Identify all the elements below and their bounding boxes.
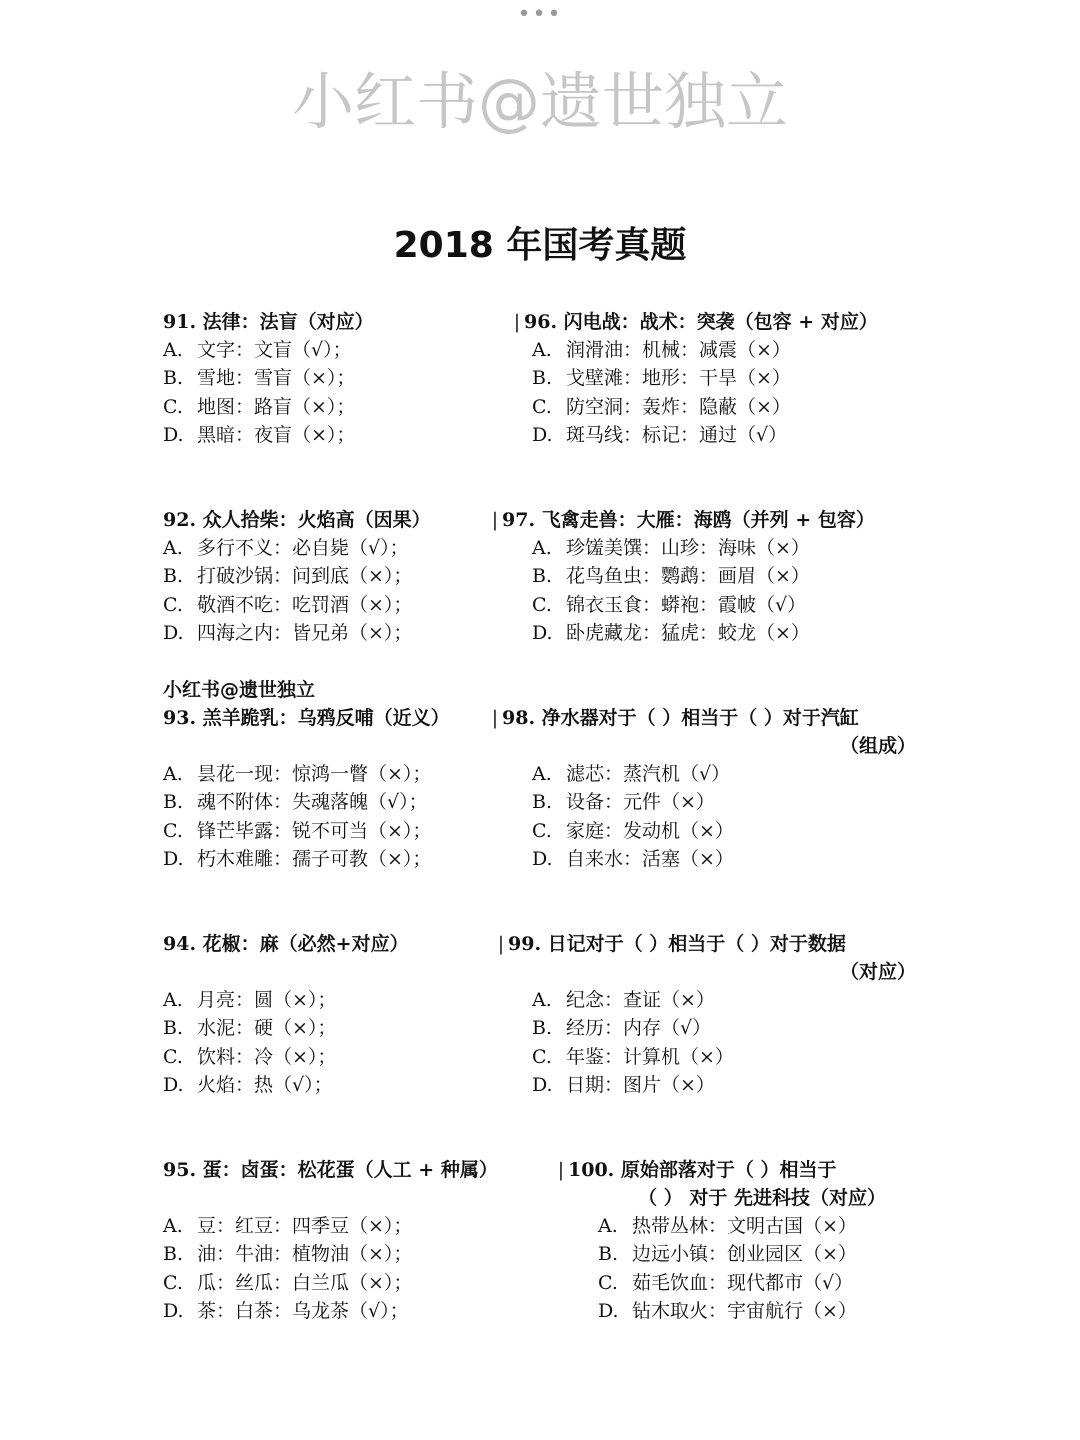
option: A. 润滑油：机械：减震（×） xyxy=(532,339,791,361)
option: A. 多行不义：必自毙（√）； xyxy=(163,537,409,559)
column-separator: | xyxy=(491,707,499,729)
option: C. 锋芒毕露：锐不可当（×）； xyxy=(163,819,432,842)
option: B. 雪地：雪盲（×）； xyxy=(163,367,356,390)
option: A. 昙花一现：惊鸿一瞥（×）； xyxy=(163,763,432,785)
question-head: | 98. 净水器对于（ ）相当于（ ）对于汽缸 xyxy=(488,704,916,732)
question-95 xyxy=(163,1156,498,1326)
question-head-continued: （组成） xyxy=(839,735,916,757)
option: A. 月亮：圆（×）； xyxy=(163,989,337,1011)
question-91 xyxy=(163,308,374,450)
option: B. 打破沙锅：问到底（×）； xyxy=(163,565,413,588)
option: D. 卧虎藏龙：猛虎：蛟龙（×） xyxy=(532,622,810,645)
column-separator: | xyxy=(557,1159,565,1181)
option: D. 钻木取火：宇宙航行（×） xyxy=(598,1300,857,1323)
option: D. 黑暗：夜盲（×）； xyxy=(163,424,356,447)
option: D. 火焰：热（√）； xyxy=(163,1074,333,1097)
option: D. 自来水：活塞（×） xyxy=(532,848,734,871)
option: B. 设备：元件（×） xyxy=(532,791,715,814)
question-head: 92. 众人拾柴：火焰高（因果） xyxy=(163,509,431,531)
option: B. 边远小镇：创业园区（×） xyxy=(598,1243,857,1266)
option: C. 敬酒不吃：吃罚酒（×）； xyxy=(163,593,413,616)
question-92 xyxy=(163,506,431,648)
question-head: 94. 花椒：麻（必然+对应） xyxy=(163,933,409,955)
question-head: 91. 法律：法盲（对应） xyxy=(163,311,374,333)
option: B. 油：牛油：植物油（×）； xyxy=(163,1243,413,1266)
option: C. 防空洞：轰炸：隐蔽（×） xyxy=(532,395,791,418)
option: C. 年鉴：计算机（×） xyxy=(532,1045,734,1068)
option: A. 珍馐美馔：山珍：海味（×） xyxy=(532,537,810,559)
option: D. 日期：图片（×） xyxy=(532,1074,715,1097)
question-99 xyxy=(494,930,916,1100)
column-separator: | xyxy=(513,311,521,333)
option: A. 豆：红豆：四季豆（×）； xyxy=(163,1215,413,1237)
option: C. 茹毛饮血：现代都市（√） xyxy=(598,1271,854,1294)
more-options-icon[interactable]: ••• xyxy=(517,2,563,27)
option: C. 锦衣玉食：蟒袍：霞帔（√） xyxy=(532,593,807,616)
option: C. 饮料：冷（×）； xyxy=(163,1045,337,1068)
question-head: | 97. 飞禽走兽：大雁：海鸥（并列 + 包容） xyxy=(488,506,920,534)
question-head: | 99. 日记对于（ ）相当于（ ）对于数据 xyxy=(494,930,916,958)
option: B. 花鸟鱼虫：鹦鹉：画眉（×） xyxy=(532,565,810,588)
option: B. 水泥：硬（×）； xyxy=(163,1017,337,1040)
question-head: | 100. 原始部落对于（ ）相当于 xyxy=(554,1156,886,1184)
question-98 xyxy=(488,704,916,874)
option: C. 瓜：丝瓜：白兰瓜（×）； xyxy=(163,1271,413,1294)
page-title: 2018 年国考真题 xyxy=(393,225,687,266)
option: C. 家庭：发动机（×） xyxy=(532,819,734,842)
option: A. 纪念：查证（×） xyxy=(532,989,715,1011)
question-94 xyxy=(163,930,409,1100)
column-separator: | xyxy=(491,509,499,531)
option: B. 经历：内存（√） xyxy=(532,1017,712,1040)
question-head-continued: （ ） 对于 先进科技（对应） xyxy=(638,1187,886,1209)
option: D. 四海之内：皆兄弟（×）； xyxy=(163,622,413,645)
question-head: 93. 羔羊跪乳：乌鸦反哺（近义） xyxy=(163,707,450,729)
option: B. 戈壁滩：地形：干旱（×） xyxy=(532,367,791,390)
option: B. 魂不附体：失魂落魄（√）； xyxy=(163,791,428,814)
question-head: | 96. 闪电战：战术：突袭（包容 + 对应） xyxy=(510,308,920,336)
option: D. 斑马线：标记：通过（√） xyxy=(532,424,788,447)
option: D. 茶：白茶：乌龙茶（√）； xyxy=(163,1300,409,1323)
question-93 xyxy=(163,704,450,874)
question-96 xyxy=(510,308,920,450)
inline-watermark: 小红书@遗世独立 xyxy=(163,679,316,701)
question-100 xyxy=(554,1156,886,1326)
option: A. 热带丛林：文明古国（×） xyxy=(598,1215,857,1237)
option: D. 朽木难雕：孺子可教（×）； xyxy=(163,848,432,871)
question-97 xyxy=(488,506,920,648)
option: A. 滤芯：蒸汽机（√） xyxy=(532,763,731,785)
question-head-continued: （对应） xyxy=(839,961,916,983)
question-head: 95. 蛋：卤蛋：松花蛋（人工 + 种属） xyxy=(163,1159,498,1181)
watermark: 小红书@遗世独立 xyxy=(291,65,788,138)
column-separator: | xyxy=(497,933,505,955)
option: C. 地图：路盲（×）； xyxy=(163,395,356,418)
option: A. 文字：文盲（√）； xyxy=(163,339,352,361)
